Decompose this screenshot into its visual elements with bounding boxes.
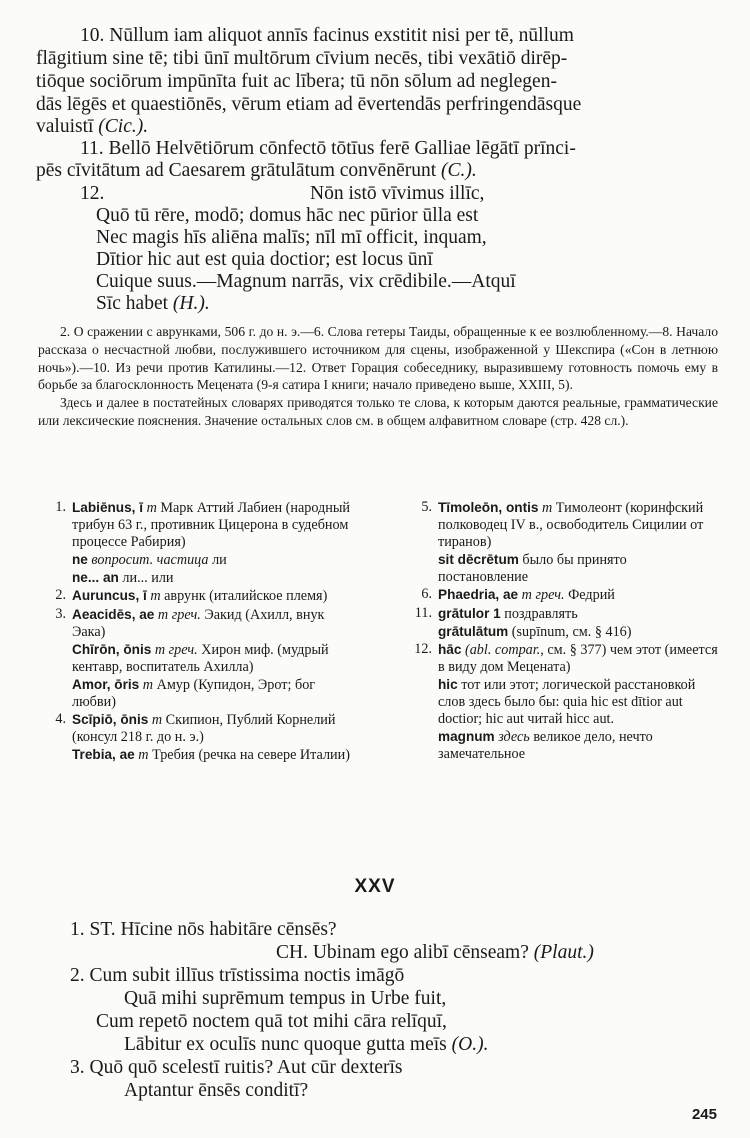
- latin-line: [70, 965, 404, 987]
- vocab-entry: [408, 499, 720, 551]
- vocab-entry: [42, 499, 360, 551]
- source-citation: (Plaut.): [533, 942, 594, 963]
- line-text: Lābitur ex oculīs nunc quoque gutta meīs: [124, 1034, 452, 1055]
- poem-line: [96, 227, 487, 249]
- vocab-entry: [408, 586, 720, 604]
- definition: ли: [208, 552, 227, 569]
- headword: Chīrōn, ōnis: [72, 641, 152, 657]
- definition: было бы принято постановление: [438, 552, 627, 586]
- entry-number: 2.: [55, 587, 66, 604]
- vocab-entry: [408, 728, 720, 763]
- grammar-note: m греч.: [518, 587, 565, 604]
- vocab-entry: [42, 606, 360, 641]
- definition: Эакид (Ахилл, внук Эака): [72, 606, 325, 640]
- poem-line: [310, 183, 484, 205]
- definition: см. § 377) чем этот (имеется в виду дом Мецената): [438, 641, 718, 675]
- definition: тот или этот; логической расстановкой слов здесь было бы: quia hic est dītior aut doctior; hic aut читай hicc aut.: [438, 676, 696, 728]
- line-text: valuistī: [36, 116, 99, 137]
- definition: ли... или: [118, 570, 174, 587]
- vocab-entry: [42, 587, 360, 605]
- latin-line: [36, 48, 567, 70]
- source-citation: (O.).: [451, 1034, 489, 1055]
- headword: ne: [72, 552, 88, 568]
- vocab-entry: [408, 605, 720, 623]
- line-text: Cum repetō noctem quā tot mihi cāra relīquī,: [96, 1011, 447, 1032]
- entry-number: 6.: [421, 586, 432, 603]
- latin-line: [36, 71, 557, 93]
- poem-line: [96, 271, 516, 293]
- line-text: Nec magis hīs aliēna malīs; nīl mī officit, inquam,: [96, 227, 487, 248]
- grammar-note: m: [143, 500, 157, 516]
- source-citation: (Cic.).: [98, 116, 149, 137]
- latin-line: [80, 138, 576, 160]
- poem-number: [80, 183, 104, 205]
- headword: grātulor 1: [438, 605, 501, 621]
- vocab-entry: [408, 551, 720, 586]
- line-text: 1. ST. Hīcine nōs habitāre cēnsēs?: [70, 919, 337, 940]
- definition: Скипион, Публий Корнелий (консул 218 г. до н. э.): [72, 712, 336, 746]
- line-text: Nōn istō vīvimus illīc,: [310, 183, 485, 204]
- headword: Tīmoleōn, ontis: [438, 500, 539, 515]
- grammar-note: здесь: [494, 729, 530, 746]
- headword: hāc: [438, 641, 462, 657]
- line-text: 2. Cum subit illīus trīstissima noctis imāgō: [70, 965, 405, 986]
- line-text: Quā mihi suprēmum tempus in Urbe fuit,: [124, 988, 447, 1009]
- notes-paragraph: Здесь и далее в постатейных словарях приводятся только те слова, к которым даются реальные, грамматические или лексические пояснения. Значение остальных слов см. в общем алфавитном словаре (стр. 428 сл.).: [38, 395, 718, 428]
- grammar-note: m греч.: [151, 641, 198, 658]
- latin-line: [80, 25, 574, 47]
- poem-line: [96, 249, 433, 271]
- headword: Scīpiō, ōnis: [72, 712, 149, 728]
- definition: Требия (речка на севере Италии): [148, 747, 350, 764]
- headword: hic: [438, 676, 458, 692]
- latin-line: [276, 942, 594, 964]
- latin-line: [70, 919, 337, 941]
- vocab-entry: [408, 676, 720, 728]
- headword: ne... an: [72, 570, 119, 586]
- headword: grātulātum: [438, 623, 509, 639]
- vocab-entry: [408, 623, 720, 641]
- source-citation: (C.).: [441, 160, 477, 181]
- section-heading: XXV: [354, 876, 396, 897]
- latin-line: [124, 988, 446, 1010]
- latin-line: [36, 160, 477, 182]
- grammar-note: m: [148, 712, 163, 729]
- latin-line: [124, 1034, 488, 1056]
- entry-number: 5.: [421, 499, 432, 515]
- latin-line: [36, 94, 581, 116]
- line-text: 3. Quō quō scelestī ruitis? Aut cūr dexterīs: [70, 1057, 403, 1078]
- grammar-note: m: [134, 747, 149, 764]
- source-citation: (H.).: [172, 293, 210, 314]
- line-text: Quō tū rēre, modō; domus hāc nec pūrior ūlla est: [96, 205, 479, 226]
- headword: sit dēcrētum: [438, 552, 519, 568]
- definition: Марк Аттий Лабиен (народный трибун 63 г., противник Цицерона в судебном процессе Рабирия): [72, 500, 350, 551]
- vocab-entry: [42, 551, 360, 569]
- page-number: 245: [691, 1106, 717, 1123]
- definition: Тимолеонт (коринфский полководец IV в., освободитель Сицилии от тиранов): [438, 500, 704, 551]
- line-text: Cuique suus.—Magnum narrās, vix crēdibile.—Atquī: [96, 271, 516, 292]
- definition: Амур (Купидон, Эрот; бог любви): [72, 676, 316, 711]
- line-text: tiōque sociōrum impūnīta fuit ac lībera; tū nōn sōlum ad neglegen-: [36, 71, 557, 92]
- line-text: 11. Bellō Helvētiōrum cōnfectō tōtīus ferē Galliae lēgātī prīnci-: [80, 138, 576, 159]
- vocab-entry: [42, 711, 360, 746]
- grammar-note: m: [139, 676, 154, 693]
- vocab-entry: [42, 569, 360, 587]
- line-text: pēs cīvitātum ad Caesarem grātulātum convēnērunt: [36, 160, 442, 181]
- definition: аврунк (италийское племя): [160, 588, 328, 605]
- entry-number: 3.: [55, 605, 66, 622]
- item-number: 12.: [80, 183, 105, 204]
- vocabulary-column-left: [42, 499, 360, 764]
- latin-line: [124, 1080, 308, 1102]
- line-text: Sīc habet: [96, 293, 173, 314]
- entry-number: 1.: [55, 499, 66, 515]
- vocab-entry: [42, 676, 360, 711]
- latin-line: [36, 116, 148, 138]
- line-text: 10. Nūllum iam aliquot annīs facinus exstitit nisi per tē, nūllum: [80, 25, 574, 46]
- line-text: Aptantur ēnsēs conditī?: [124, 1080, 309, 1101]
- latin-line: [96, 1011, 447, 1033]
- latin-line: [70, 1057, 403, 1079]
- line-text: Dītior hic aut est quia doctior; est locus ūnī: [96, 249, 433, 270]
- headword: Amor, ōris: [72, 676, 140, 692]
- headword: magnum: [438, 729, 495, 745]
- headword: Phaedria, ae: [438, 587, 519, 603]
- definition: Федрий: [564, 587, 615, 604]
- poem-line: [96, 293, 210, 315]
- grammar-note: m греч.: [154, 606, 201, 623]
- commentary-notes: [38, 323, 718, 430]
- definition: великое дело, нечто замечательное: [438, 729, 653, 763]
- vocab-entry: [42, 641, 360, 676]
- poem-line: [96, 205, 478, 227]
- grammar-note: m: [538, 500, 553, 516]
- grammar-note: вопросит. частица: [87, 552, 209, 569]
- entry-number: 12.: [414, 640, 432, 657]
- vocab-entry: [408, 641, 720, 676]
- grammar-note: (abl. compar.,: [461, 641, 544, 658]
- vocabulary-column-right: [408, 499, 720, 763]
- grammar-note: m: [146, 588, 161, 605]
- headword: Trebia, ae: [72, 747, 135, 763]
- line-text: dās lēgēs et quaestiōnēs, vērum etiam ad ēvertendās perfringendāsque: [36, 94, 582, 115]
- definition: (supīnum, см. § 416): [508, 623, 632, 640]
- line-text: CH. Ubinam ego alibī cēnseam?: [276, 942, 534, 963]
- headword: Aeacidēs, ae: [72, 606, 155, 622]
- notes-paragraph: 2. О сражении с аврунками, 506 г. до н. э.—6. Слова гетеры Таиды, обращенные к ее возлюбленному.—8. Начало рассказа о несчастной любви, послужившего источником для сцены, изображенной у Шекспира («Сон в летнюю ночь»).—10. Из речи против Катилины.—12. Ответ Горация собеседнику, выразившему готовность помочь ему в борьбе за благосклонность Мецената (9-я сатира I книги; начало приведено выше, XXIII, 5).: [38, 324, 718, 393]
- definition: Хирон миф. (мудрый кентавр, воспитатель Ахилла): [72, 641, 329, 675]
- line-text: flāgitium sine tē; tibi ūnī multōrum cīvium necēs, tibi vexātiō dirēp-: [36, 48, 568, 69]
- entry-number: 11.: [414, 604, 432, 621]
- headword: Labiēnus, ī: [72, 500, 144, 515]
- definition: поздравлять: [500, 605, 578, 622]
- headword: Auruncus, ī: [72, 588, 147, 604]
- entry-number: 4.: [55, 711, 66, 728]
- vocab-entry: [42, 746, 360, 764]
